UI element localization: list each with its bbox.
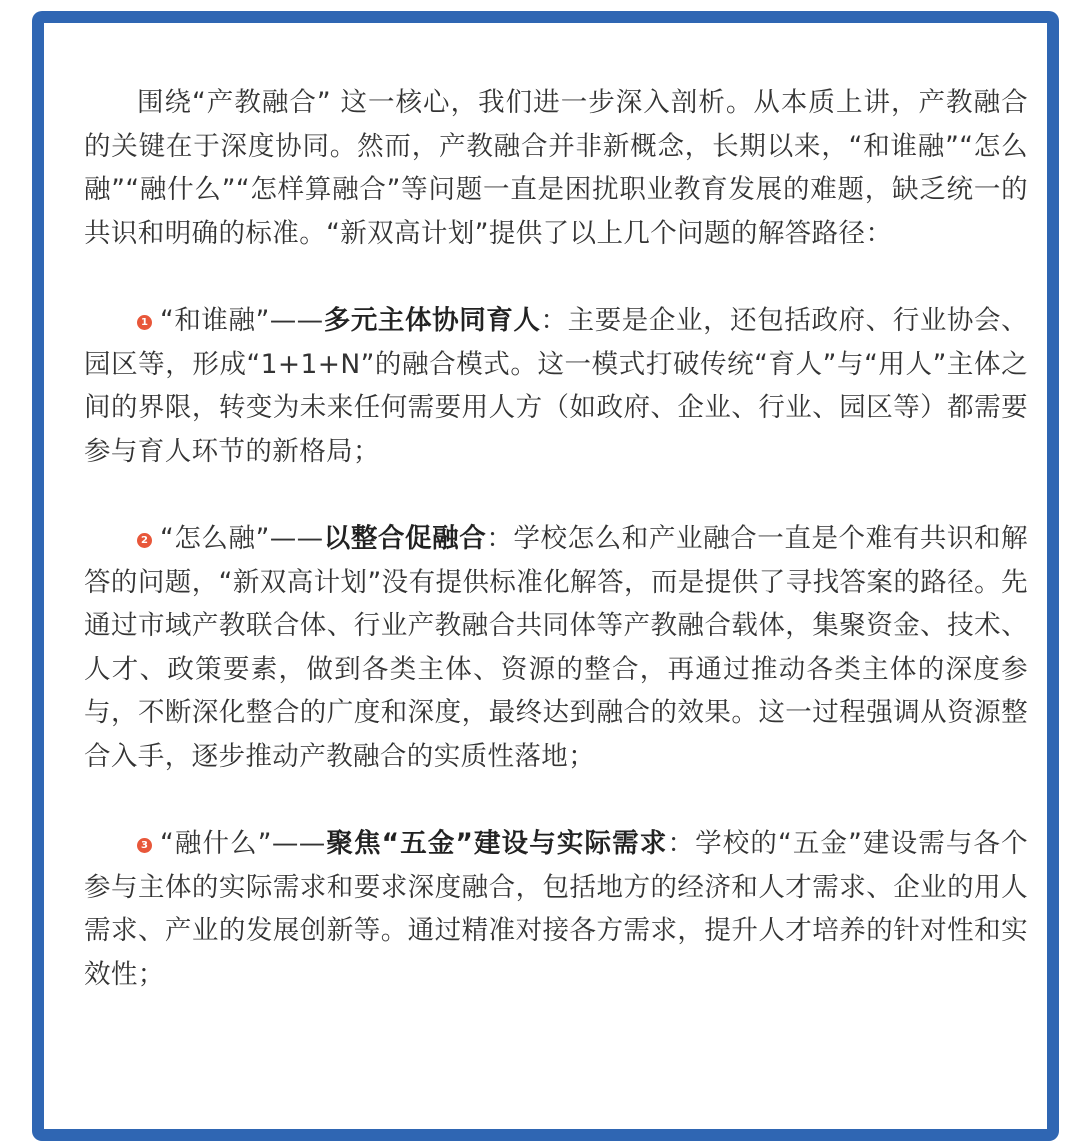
point-paragraph-1	[84, 299, 1028, 473]
point-heading: 以整合促融合	[323, 522, 487, 554]
paragraph-gap	[84, 473, 1028, 517]
paragraph-gap	[84, 779, 1028, 823]
point-paragraph-3	[84, 822, 1028, 996]
point-body: ：主要是企业，还包括政府、行业协会、园区等，形成“1+1+N”的融合模式。这一模式打破传统“育人”与“用人”主体之间的界限，转变为未来任何需要用人方（如政府、企业、行业、园区等）都需要参与育人环节的新格局；	[84, 304, 1029, 467]
point-body: ：学校怎么和产业融合一直是个难有共识和解答的问题，“新双高计划”没有提供标准化解答，而是提供了寻找答案的路径。先通过市域产教联合体、行业产教融合共同体等产教融合载体，集聚资金、技术、人才、政策要素，做到各类主体、资源的整合，再通过推动各类主体的深度参与，不断深化整合的广度和深度，最终达到融合的效果。这一过程强调从资源整合入手，逐步推动产教融合的实质性落地；	[84, 522, 1029, 772]
point-lead: “怎么融”——	[160, 522, 324, 554]
point-paragraph-2	[84, 517, 1028, 779]
number-badge-icon: 2	[137, 533, 152, 548]
point-heading: 聚焦“五金”建设与实际需求	[325, 828, 668, 860]
article-frame	[32, 11, 1059, 1141]
article-content	[84, 81, 1028, 996]
point-lead: “融什么”——	[160, 828, 326, 860]
number-badge-icon: 3	[137, 838, 152, 853]
point-lead: “和谁融”——	[160, 304, 324, 336]
paragraph-gap	[84, 255, 1028, 299]
point-heading: 多元主体协同育人	[323, 304, 541, 336]
number-badge-icon: 1	[137, 315, 152, 330]
intro-paragraph: 围绕“产教融合” 这一核心，我们进一步深入剖析。从本质上讲，产教融合的关键在于深度协同。然而，产教融合并非新概念，长期以来，“和谁融”“怎么融”“融什么”“怎样算融合”等问题一直是困扰职业教育发展的难题，缺乏统一的共识和明确的标准。“新双高计划”提供了以上几个问题的解答路径：	[84, 87, 1028, 249]
point-body: ：学校的“五金”建设需与各个参与主体的实际需求和要求深度融合，包括地方的经济和人才需求、企业的用人需求、产业的发展创新等。通过精准对接各方需求，提升人才培养的针对性和实效性；	[84, 828, 1028, 990]
